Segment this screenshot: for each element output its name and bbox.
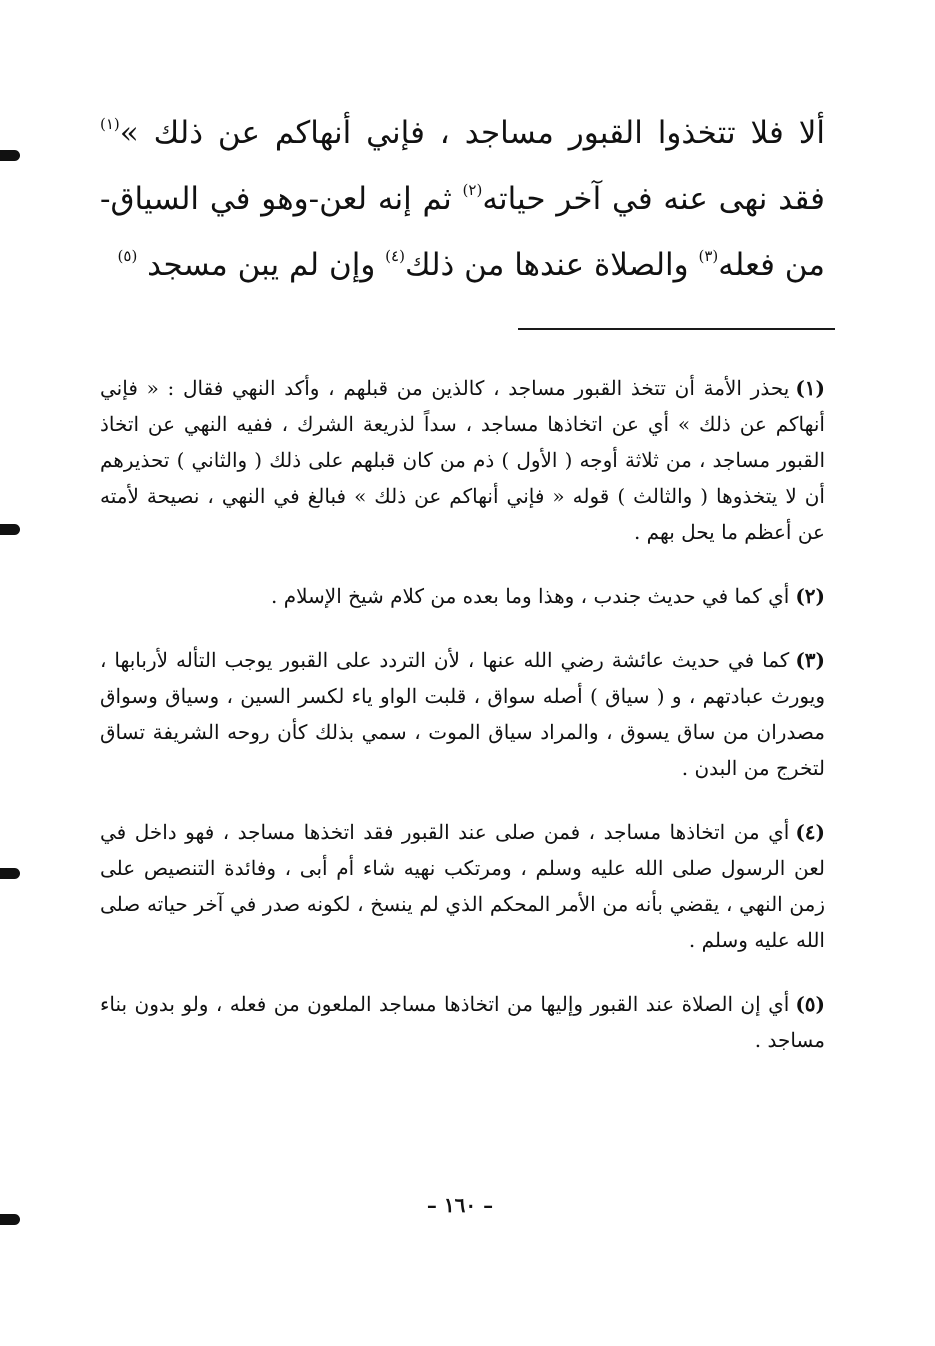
- footnote-5: [100, 986, 825, 1058]
- main-line-3: [100, 232, 825, 298]
- margin-mark: [0, 868, 20, 879]
- footnote-ref-4: (٤): [385, 247, 405, 265]
- footnote-ref-3: (٣): [698, 247, 719, 265]
- main-line-text: ثم إنه لعن-وهو في السياق-: [100, 181, 463, 217]
- footnote-text: يحذر الأمة أن تتخذ القبور مساجد ، كالذين من قبلهم ، وأكد النهي فقال : « فإني أنهاكم عن ذلك » أي عن اتخاذها مساجد ، سداً لذريعة الشرك ، ففيه النهي عن اتخاذ القبور مساجد ، من ثلاثة أوجه ( الأول ) ذم من كان قبلهم على ذلك ( والثاني ) تحذيرهم أن لا يتخذوها ( والثالث ) قوله « فإني أنهاكم عن ذلك » فبالغ في النهي ، نصيحة لأمته عن أعظم ما يحل بهم .: [100, 376, 825, 544]
- footnote-1: [100, 370, 825, 550]
- footnote-4: [100, 814, 825, 958]
- main-line-text: فقد نهى عنه في آخر حياته: [482, 181, 825, 217]
- footnote-number: (٣): [795, 648, 826, 672]
- main-line-text: من فعله: [718, 247, 825, 283]
- margin-mark: [0, 524, 20, 535]
- main-line-2: [100, 166, 825, 232]
- margin-mark: [0, 150, 20, 161]
- footnote-ref-2: (٢): [462, 181, 483, 199]
- main-line-1: [100, 100, 825, 166]
- footnote-2: [100, 578, 825, 614]
- footnote-divider: [518, 328, 835, 330]
- footnote-number: (٢): [795, 584, 825, 608]
- footnote-text: أي من اتخاذها مساجد ، فمن صلى عند القبور فقد اتخذها مساجد ، فهو داخل في لعن الرسول صلى الله عليه وسلم ، ومرتكب نهيه شاء أم أبى ، وفائدة التنصيص على زمن النهي ، يقضي بأنه من الأمر المحكم الذي لم ينسخ ، لكونه صدر في آخر حياته صلى الله عليه وسلم .: [100, 820, 825, 952]
- footnote-number: (١): [795, 376, 825, 400]
- footnote-text: أي كما في حديث جندب ، وهذا وما بعده من كلام شيخ الإسلام .: [271, 584, 790, 608]
- page-number: – ١٦٠ –: [426, 1193, 494, 1217]
- main-line-text: ألا فلا تتخذوا القبور مساجد ، فإني أنهاكم عن ذلك »: [119, 115, 825, 151]
- footnote-number: (٥): [795, 992, 825, 1016]
- footnote-text: أي إن الصلاة عند القبور وإليها من اتخاذها مساجد الملعون من فعله ، ولو بدون بناء مساجد .: [100, 992, 825, 1052]
- footnote-ref-1: (١): [100, 115, 120, 133]
- footnote-number: (٤): [795, 820, 825, 844]
- footnotes: [100, 370, 825, 1086]
- footnote-3: [100, 642, 825, 786]
- margin-mark: [0, 1214, 20, 1225]
- main-line-text: وإن لم يبن مسجد: [137, 247, 386, 283]
- footnote-text: كما في حديث عائشة رضي الله عنها ، لأن التردد على القبور يوجب التأله لأربابها ، ويورث عبادتهم ، و ( سياق ) أصله سواق ، قلبت الواو ياء لكسر السين ، وسياق وسواق مصدران من ساق يسوق ، والمراد سياق الموت ، سمي بذلك كأن روحه الشريفة تساق لتخرج من البدن .: [100, 648, 825, 780]
- main-text: [100, 100, 825, 298]
- footnote-ref-5: (٥): [117, 247, 138, 265]
- main-line-text: والصلاة عندها من ذلك: [404, 247, 699, 283]
